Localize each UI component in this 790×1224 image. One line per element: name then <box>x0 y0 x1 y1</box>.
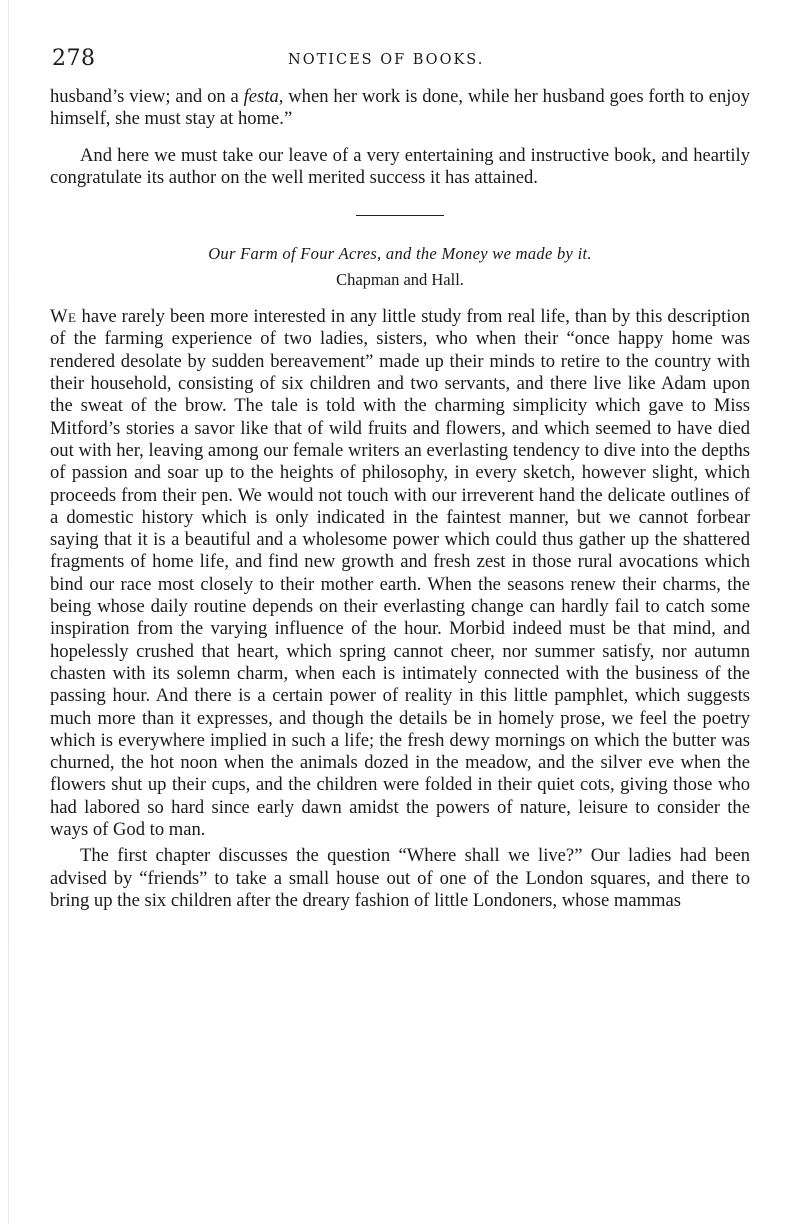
book-page <box>50 46 750 912</box>
review-publisher: Chapman and Hall. <box>336 270 464 290</box>
previous-review-continuation: husband’s view; and on a festa, when her work is done, while her husband goes forth to enjoy himself, she must stay at home.” <box>50 86 751 130</box>
spacer <box>50 131 750 145</box>
previous-review-closing: And here we must take our leave of a very entertaining and instructive book, and heartily congratulate its author on the well merited success it has attained. <box>50 144 750 188</box>
opening-word: We <box>50 306 77 328</box>
running-title: NOTICES OF BOOKS. <box>288 52 485 68</box>
page-number: 278 <box>52 46 96 71</box>
review-book-title: Our Farm of Four Acres, and the Money we made by it. <box>208 244 592 264</box>
review-paragraph-2: The first chapter discusses the question “Where shall we live?” Our ladies had been advised by “friends” to take a small house out of one of the London squares, and there to bring up the six children after the dreary fashion of little Londoners, whose mammas <box>50 845 750 911</box>
running-head <box>50 46 750 76</box>
review-paragraph-1 <box>50 306 750 841</box>
page-edge <box>8 0 9 1224</box>
section-divider-rule <box>356 215 444 216</box>
review-paragraph-1-text: have rarely been more interested in any little study from real life, than by this description of the farming experience of two ladies, sisters, who when their “once happy home was rendered desolate by sudden bereavement” made up their minds to retire to the country with their household, consisting of six children and two servants, and there live like Adam upon the sweat of the brow. The tale is told with the charming simplicity which gave to Miss Mitford’s stories a savor like that of wild fruits and flowers, and which seemed to have died out with her, leaving among our female writers an everlasting tendency to dive into the depths of passion and soar up to the heights of philosophy, in every sketch, however slight, which proceeds from their pen. We would not touch with our irreverent hand the delicate outlines of a domestic history which is only indicated in the faintest manner, but we cannot forbear saying that it is a beautiful and a wholesome power which could thus gather up the shattered fragments of home life, and find new growth and fresh zest in those rural avocations which bind our race most closely to their mother earth. When the seasons renew their charms, the being whose daily routine depends on their everlasting change can hardly fail to catch some inspiration from the varying influence of the hour. Morbid indeed must be that mind, and hopelessly crushed that heart, which spring cannot cheer, nor summer satisfy, nor autumn chasten with its solemn charm, when each is intimately connected with the business of the passing hour. And there is a certain power of reality in this little pamphlet, which suggests much more than it expresses, and though the details be in homely prose, we feel the poetry which is everywhere implied in such a life; the fresh dewy mornings on which the butter was churned, the hot noon when the animals dozed in the meadow, and the silver eve when the flowers shut up their cups, and the children were folded in their quiet cots, giving those who had labored so hard since early dawn amidst the powers of nature, leisure to consider the ways of God to man. <box>50 306 750 841</box>
italic-word-festa: festa <box>243 86 279 107</box>
